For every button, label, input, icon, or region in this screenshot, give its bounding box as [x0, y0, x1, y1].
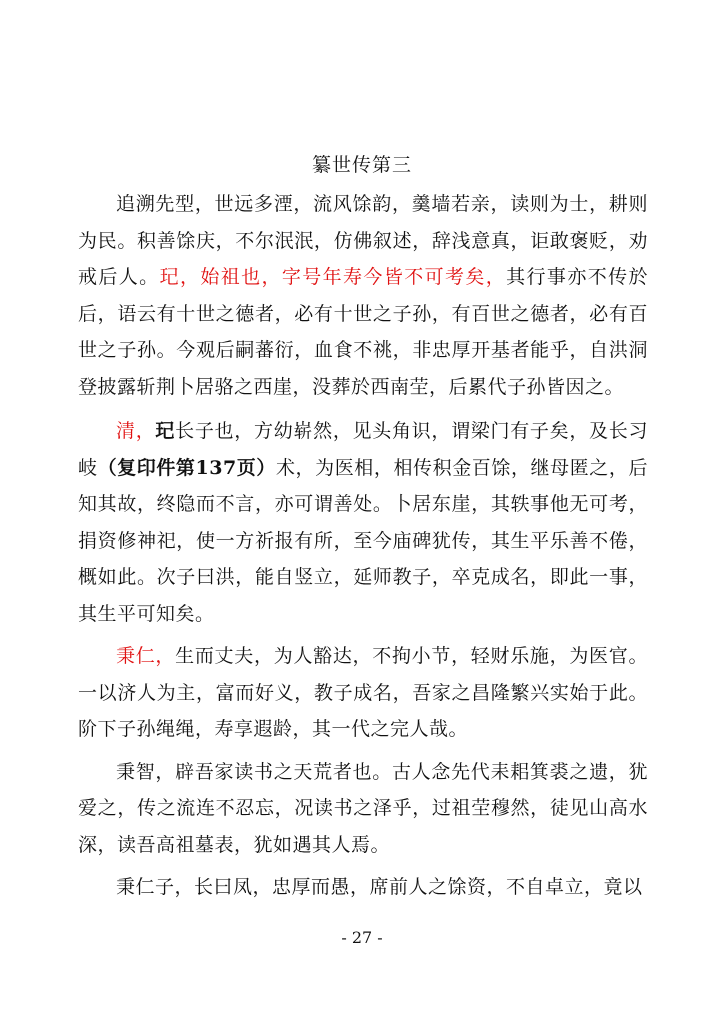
- paragraph-5-text: 秉仁子，长曰凤，忠厚而愚，席前人之馀资，不自卓立，竟以: [116, 876, 643, 898]
- page-number: - 27 -: [341, 928, 383, 947]
- paragraph-2-text-a: 长子也，方幼崭然，见头角识，谓梁门有子矣，及长习岐: [78, 420, 648, 479]
- paragraph-2-bold-note: （复印件第137页）: [97, 456, 276, 479]
- paragraph-1-highlight: 玘，始祖也，字号年寿今皆不可考矣，: [159, 266, 507, 288]
- paragraph-3: [78, 638, 648, 748]
- paragraph-4: [78, 754, 648, 864]
- body-text: [78, 186, 648, 906]
- paragraph-3-highlight: 秉仁，: [116, 645, 176, 667]
- paragraph-4-text: 秉智，辟吾家读书之天荒者也。古人念先代耒耜箕裘之遗，犹爱之，传之流连不忍忘，况读书之泽乎，过祖茔穆然，徒见山高水深，读吾高祖墓表，犹如遇其人焉。: [78, 760, 648, 856]
- page-title: 纂世传第三: [311, 154, 412, 176]
- paragraph-1-text-b: 其行事亦不传於后，语云有十世之德者，必有十世之子孙，有百世之德者，必有百世之子孙。今观后嗣蕃衍，血食不祧，非忠厚开基者能乎，自洪洞登披露斩荆卜居骆之西崖，没葬於西南茔，后累代子孙皆因之。: [78, 266, 648, 398]
- paragraph-5: [78, 869, 648, 906]
- paragraph-2-bold-name: 玘: [155, 420, 176, 442]
- paragraph-2-text-b: 术，为医相，相传积金百馀，继母匿之，后知其故，终隐而不言，亦可谓善处。卜居东崖，其轶事他无可考，捐资修神祀，使一方祈报有所，至今庙碑犹传，其生平乐善不倦，概如此。次子曰洪，能自竖立，延师教子，卒克成名，即此一事，其生平可知矣。: [78, 456, 648, 625]
- paragraph-2: [78, 413, 648, 632]
- paragraph-1-text-a: 追溯先型，世远多湮，流风馀韵，羹墙若亲，读则为士，耕则为民。积善馀庆，不尔泯泯，仿佛叙述，辞浅意真，讵敢褒贬，劝戒后人。: [78, 193, 648, 288]
- paragraph-2-highlight: 清，: [116, 420, 156, 442]
- paragraph-3-text: 生而丈夫，为人豁达，不拘小节，轻财乐施，为医官。一以济人为主，富而好义，教子成名，吾家之昌隆繁兴实始于此。阶下子孙绳绳，寿享遐龄，其一代之完人哉。: [78, 645, 648, 740]
- paragraph-1: [78, 186, 648, 405]
